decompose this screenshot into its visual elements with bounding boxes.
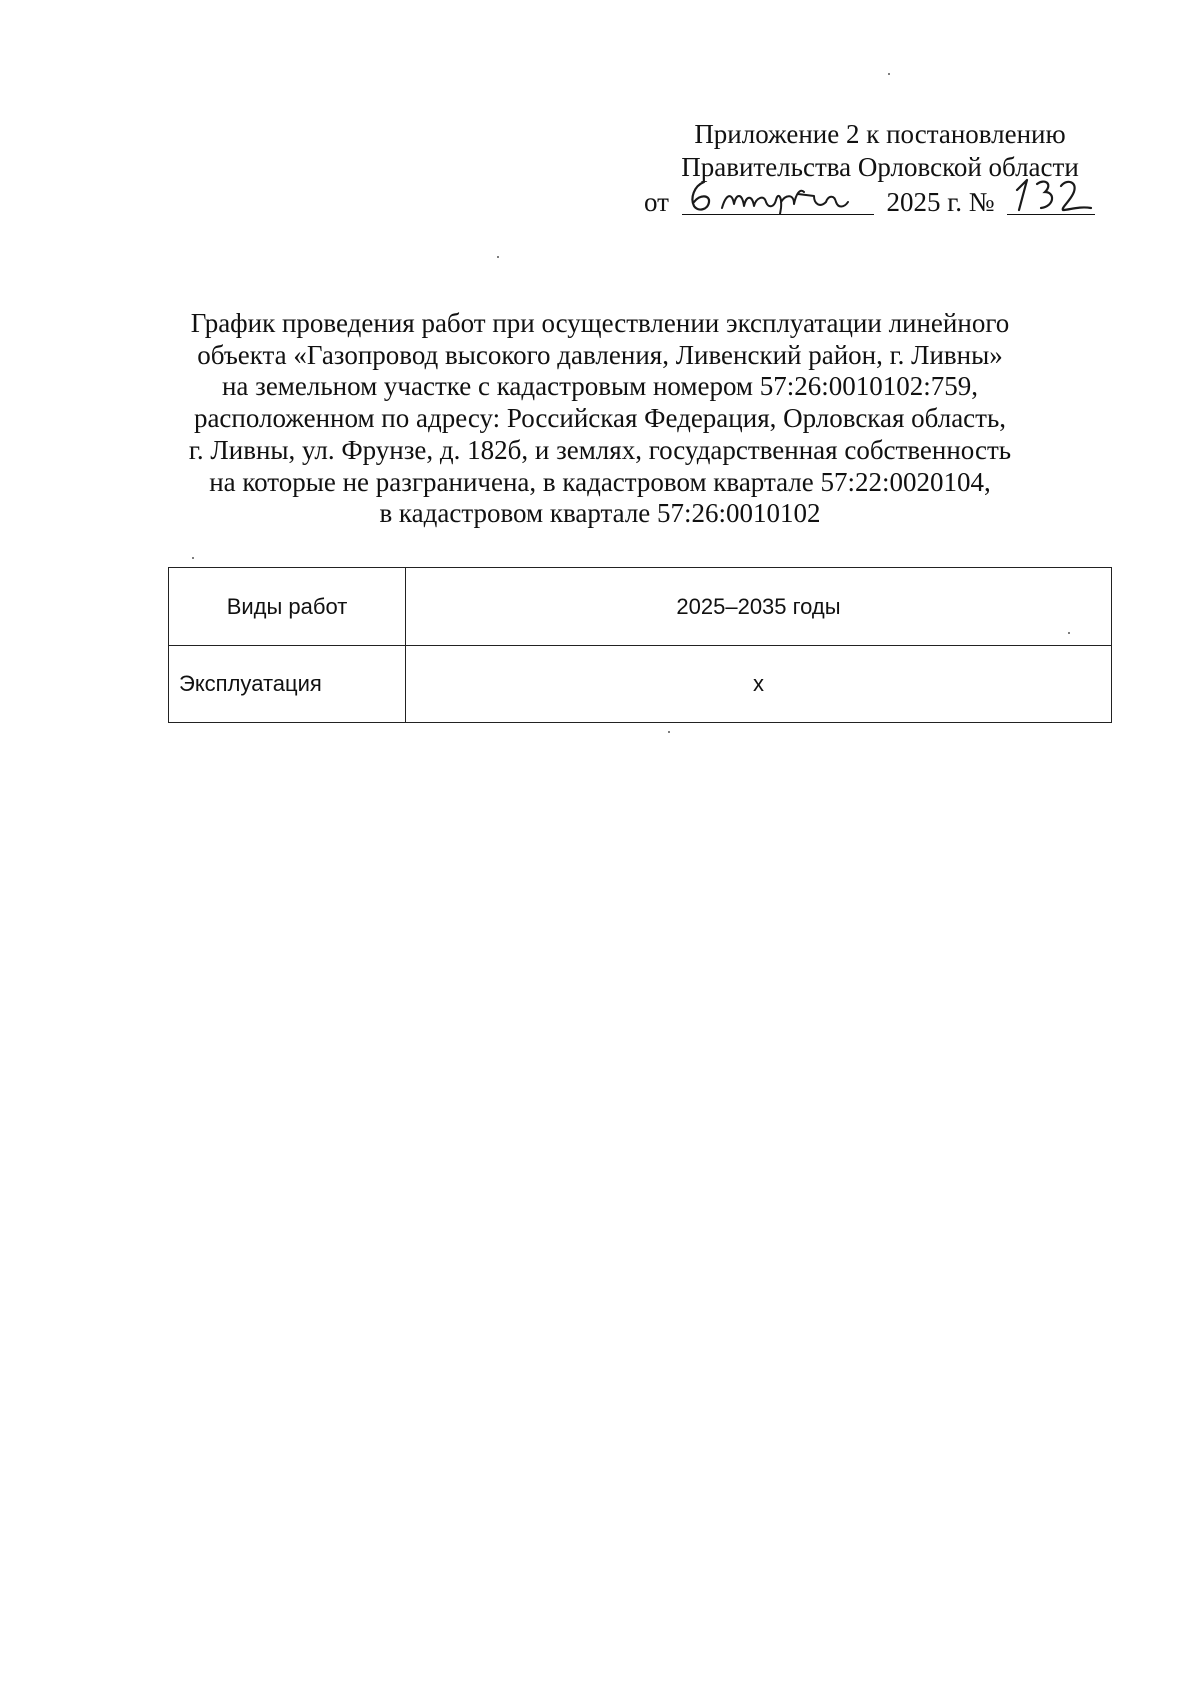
appendix-line-2: Правительства Орловской области <box>681 152 1079 182</box>
scan-speck <box>888 73 890 75</box>
appendix-line-1: Приложение 2 к постановлению <box>694 119 1066 149</box>
scan-speck <box>668 731 670 733</box>
title-line: на которые не разграничена, в кадастровом квартале 57:22:0020104, <box>209 466 991 497</box>
appendix-header <box>600 118 1160 219</box>
scan-speck <box>192 557 194 559</box>
header-years: 2025–2035 годы <box>406 568 1112 646</box>
handwritten-number-signature <box>1007 174 1095 216</box>
cell-period-mark: х <box>406 646 1112 723</box>
table-row <box>169 646 1112 723</box>
document-title <box>140 308 1060 530</box>
appendix-date-line <box>600 184 1160 219</box>
year-and-number-label: 2025 г. № <box>886 187 995 217</box>
title-line: расположенном по адресу: Российская Федерация, Орловская область, <box>193 403 1007 434</box>
from-label: от <box>644 187 669 217</box>
title-line: в кадастровом квартале 57:26:0010102 <box>379 498 821 529</box>
handwritten-number <box>1007 184 1095 215</box>
works-schedule-table <box>168 567 1112 723</box>
title-line: График проведения работ при осуществлении эксплуатации линейного <box>190 308 1010 338</box>
handwritten-date <box>682 184 874 215</box>
cell-work-type: Эксплуатация <box>169 646 406 723</box>
header-work-types: Виды работ <box>169 568 406 646</box>
title-line: г. Ливны, ул. Фрунзе, д. 182б, и землях, государственная собственность <box>188 434 1012 465</box>
table-header-row <box>169 568 1112 646</box>
title-line: на земельном участке с кадастровым номером 57:26:0010102:759, <box>221 371 979 402</box>
scan-speck <box>497 256 499 258</box>
handwritten-date-signature <box>682 174 874 216</box>
title-line: объекта «Газопровод высокого давления, Ливенский район, г. Ливны» <box>197 339 1003 370</box>
